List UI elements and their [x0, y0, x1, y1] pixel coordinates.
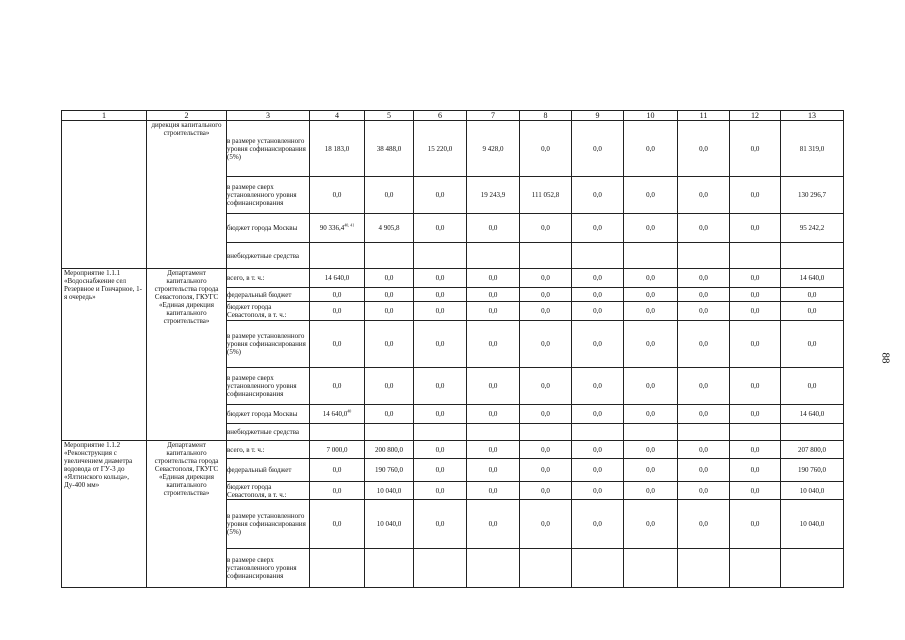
value-cell — [310, 405, 365, 424]
value-cell: 0,0 — [572, 321, 624, 368]
funding-source-cell: внебюджетные средства — [227, 424, 310, 441]
value-cell: 18 183,0 — [310, 121, 365, 177]
value-cell: 0,0 — [520, 321, 572, 368]
value-cell: 0,0 — [520, 405, 572, 424]
value-cell: 0,0 — [572, 121, 624, 177]
value-cell — [730, 549, 781, 588]
value-cell: 0,0 — [467, 302, 520, 321]
measure-cell — [62, 121, 147, 269]
value-cell: 0,0 — [781, 288, 844, 302]
value-cell — [467, 243, 520, 269]
value-cell: 0,0 — [678, 121, 730, 177]
value-cell — [572, 549, 624, 588]
value-cell: 0,0 — [467, 459, 520, 482]
value-cell: 0,0 — [730, 177, 781, 214]
value-cell — [310, 243, 365, 269]
funding-source-cell: всего, в т. ч.: — [227, 269, 310, 288]
value-cell — [365, 243, 414, 269]
column-header: 2 — [147, 111, 227, 121]
value-cell: 0,0 — [365, 368, 414, 405]
value-cell: 0,0 — [624, 368, 678, 405]
column-header: 5 — [365, 111, 414, 121]
value-cell: 15 220,0 — [414, 121, 467, 177]
value-cell: 0,0 — [678, 482, 730, 500]
value-cell: 0,0 — [572, 214, 624, 243]
value-cell: 0,0 — [310, 177, 365, 214]
value-cell — [624, 243, 678, 269]
value-cell: 0,0 — [520, 121, 572, 177]
value-cell — [414, 424, 467, 441]
value-cell: 0,0 — [572, 482, 624, 500]
value-cell — [467, 424, 520, 441]
executor-cell: Департамент капитального строительства города Севастополя, ГКУГС «Единая дирекция капитального строительства» — [147, 269, 227, 441]
value-cell: 0,0 — [520, 500, 572, 549]
value-cell: 0,0 — [730, 441, 781, 459]
value-cell: 0,0 — [414, 459, 467, 482]
value-cell: 0,0 — [624, 405, 678, 424]
value-cell: 0,0 — [678, 302, 730, 321]
header-row — [62, 111, 844, 121]
value-cell: 38 488,0 — [365, 121, 414, 177]
column-header: 3 — [227, 111, 310, 121]
funding-source-cell: федеральный бюджет — [227, 288, 310, 302]
column-header: 12 — [730, 111, 781, 121]
value-cell: 207 800,0 — [781, 441, 844, 459]
value-cell: 14 640,0 — [781, 405, 844, 424]
funding-source-cell: внебюджетные средства — [227, 243, 310, 269]
table-row — [62, 269, 844, 288]
value-cell: 0,0 — [310, 368, 365, 405]
value-cell: 0,0 — [730, 302, 781, 321]
value-cell: 14 640,0 — [781, 269, 844, 288]
value-cell: 0,0 — [310, 321, 365, 368]
value-cell: 0,0 — [520, 459, 572, 482]
value-cell — [572, 424, 624, 441]
value-cell — [624, 424, 678, 441]
value-cell — [730, 424, 781, 441]
value-cell: 0,0 — [572, 288, 624, 302]
value-cell: 10 040,0 — [781, 482, 844, 500]
value-cell: 0,0 — [467, 405, 520, 424]
value-cell: 0,0 — [624, 321, 678, 368]
value-cell — [678, 424, 730, 441]
value-cell: 0,0 — [730, 121, 781, 177]
column-header: 9 — [572, 111, 624, 121]
executor-cell: дирекция капитального строительства» — [147, 121, 227, 269]
value-cell: 0,0 — [624, 302, 678, 321]
value-cell: 0,0 — [520, 441, 572, 459]
budget-table — [61, 110, 844, 588]
value-cell: 0,0 — [678, 368, 730, 405]
value-cell: 0,0 — [310, 288, 365, 302]
value-cell: 0,0 — [414, 269, 467, 288]
funding-source-cell: бюджет города Севастополя, в т. ч.: — [227, 302, 310, 321]
value-cell: 0,0 — [730, 321, 781, 368]
executor-cell: Департамент капитального строительства города Севастополя, ГКУГС «Единая дирекция капитального строительства» — [147, 441, 227, 588]
page-number: 88 — [879, 352, 892, 364]
measure-cell: Мероприятие 1.1.1 «Водоснабжение сел Резервное и Гончарное, 1-я очередь» — [62, 269, 147, 441]
value-cell: 0,0 — [678, 500, 730, 549]
value-cell: 0,0 — [678, 288, 730, 302]
value-cell — [781, 424, 844, 441]
value-cell: 190 760,0 — [365, 459, 414, 482]
column-header: 1 — [62, 111, 147, 121]
value-cell — [781, 243, 844, 269]
value-cell: 111 052,8 — [520, 177, 572, 214]
value-cell: 0,0 — [730, 482, 781, 500]
value-cell: 0,0 — [624, 269, 678, 288]
value-cell: 0,0 — [572, 500, 624, 549]
value-cell: 0,0 — [624, 121, 678, 177]
value-cell: 0,0 — [624, 459, 678, 482]
value-cell — [365, 424, 414, 441]
value-cell: 0,0 — [467, 214, 520, 243]
column-header: 7 — [467, 111, 520, 121]
value-cell: 0,0 — [678, 269, 730, 288]
value-cell: 0,0 — [781, 321, 844, 368]
value-cell: 0,0 — [520, 214, 572, 243]
value-cell: 0,0 — [678, 405, 730, 424]
value-cell: 0,0 — [520, 302, 572, 321]
value-cell: 0,0 — [730, 368, 781, 405]
value-cell — [414, 243, 467, 269]
value-cell: 190 760,0 — [781, 459, 844, 482]
value-cell: 95 242,2 — [781, 214, 844, 243]
value-cell: 0,0 — [781, 302, 844, 321]
value-cell: 0,0 — [678, 441, 730, 459]
value-cell — [310, 549, 365, 588]
value-cell: 0,0 — [467, 500, 520, 549]
value-text: 14 640,0 — [322, 410, 348, 418]
value-cell: 0,0 — [467, 482, 520, 500]
value-cell — [467, 549, 520, 588]
value-cell — [310, 214, 365, 243]
value-cell: 0,0 — [572, 405, 624, 424]
funding-source-cell: бюджет города Москвы — [227, 405, 310, 424]
column-header: 13 — [781, 111, 844, 121]
value-cell: 0,0 — [730, 405, 781, 424]
value-cell: 10 040,0 — [365, 500, 414, 549]
funding-source-cell: в размере сверх установленного уровня софинансирования — [227, 549, 310, 588]
column-header: 6 — [414, 111, 467, 121]
value-cell — [678, 549, 730, 588]
value-cell: 0,0 — [414, 500, 467, 549]
value-cell: 14 640,0 — [310, 269, 365, 288]
value-cell: 0,0 — [624, 288, 678, 302]
value-cell: 0,0 — [678, 214, 730, 243]
value-cell: 0,0 — [572, 368, 624, 405]
value-cell: 0,0 — [467, 321, 520, 368]
value-cell: 0,0 — [520, 288, 572, 302]
funding-source-cell: бюджет города Севастополя, в т. ч.: — [227, 482, 310, 500]
value-cell: 0,0 — [414, 482, 467, 500]
value-text: 90 336,4 — [319, 224, 345, 232]
value-cell — [520, 424, 572, 441]
value-cell: 4 905,8 — [365, 214, 414, 243]
value-cell: 10 040,0 — [365, 482, 414, 500]
footnote-ref: 40 — [347, 408, 352, 414]
funding-source-cell: в размере установленного уровня софинансирования (5%) — [227, 321, 310, 368]
value-cell: 0,0 — [414, 321, 467, 368]
value-cell: 0,0 — [572, 269, 624, 288]
value-cell: 0,0 — [572, 302, 624, 321]
value-cell — [572, 243, 624, 269]
measure-cell: Мероприятие 1.1.2 «Реконструкция с увеличением диаметра водовода от ГУ-3 до «Ялтинского кольца», Ду-400 мм» — [62, 441, 147, 588]
value-cell: 0,0 — [414, 441, 467, 459]
value-cell: 0,0 — [624, 482, 678, 500]
value-cell: 0,0 — [310, 459, 365, 482]
funding-source-cell: в размере сверх установленного уровня софинансирования — [227, 177, 310, 214]
value-cell: 130 296,7 — [781, 177, 844, 214]
value-cell: 0,0 — [365, 302, 414, 321]
value-cell: 0,0 — [624, 177, 678, 214]
value-cell: 0,0 — [730, 500, 781, 549]
funding-source-cell: всего, в т. ч.: — [227, 441, 310, 459]
value-cell: 0,0 — [520, 368, 572, 405]
value-cell: 19 243,9 — [467, 177, 520, 214]
value-cell: 0,0 — [572, 177, 624, 214]
value-cell: 0,0 — [520, 482, 572, 500]
funding-source-cell: федеральный бюджет — [227, 459, 310, 482]
value-cell: 0,0 — [365, 177, 414, 214]
value-cell: 9 428,0 — [467, 121, 520, 177]
column-header: 11 — [678, 111, 730, 121]
column-header: 10 — [624, 111, 678, 121]
value-cell: 0,0 — [678, 177, 730, 214]
value-cell: 0,0 — [730, 288, 781, 302]
value-cell: 7 000,0 — [310, 441, 365, 459]
value-cell: 0,0 — [414, 288, 467, 302]
value-cell — [365, 549, 414, 588]
column-header: 8 — [520, 111, 572, 121]
funding-source-cell: бюджет города Москвы — [227, 214, 310, 243]
value-cell: 0,0 — [310, 302, 365, 321]
funding-source-cell: в размере сверх установленного уровня софинансирования — [227, 368, 310, 405]
value-cell: 0,0 — [624, 214, 678, 243]
value-cell: 0,0 — [310, 482, 365, 500]
funding-source-cell: в размере установленного уровня софинансирования (5%) — [227, 500, 310, 549]
value-cell — [678, 243, 730, 269]
value-cell: 0,0 — [467, 368, 520, 405]
value-cell — [520, 549, 572, 588]
value-cell — [310, 424, 365, 441]
value-cell: 0,0 — [414, 177, 467, 214]
value-cell: 0,0 — [678, 459, 730, 482]
value-cell: 0,0 — [730, 459, 781, 482]
value-cell: 0,0 — [365, 405, 414, 424]
footnote-ref: 40, 41 — [344, 222, 355, 228]
column-header: 4 — [310, 111, 365, 121]
funding-source-cell: в размере установленного уровня софинансирования (5%) — [227, 121, 310, 177]
value-cell: 0,0 — [467, 288, 520, 302]
value-cell — [520, 243, 572, 269]
value-cell: 81 319,0 — [781, 121, 844, 177]
value-cell: 0,0 — [781, 368, 844, 405]
value-cell — [781, 549, 844, 588]
value-cell: 0,0 — [730, 269, 781, 288]
value-cell: 0,0 — [624, 441, 678, 459]
value-cell: 0,0 — [414, 405, 467, 424]
value-cell: 0,0 — [414, 214, 467, 243]
value-cell: 0,0 — [572, 441, 624, 459]
value-cell: 0,0 — [365, 288, 414, 302]
table-row — [62, 121, 844, 177]
value-cell — [414, 549, 467, 588]
value-cell: 0,0 — [414, 368, 467, 405]
value-cell: 0,0 — [365, 321, 414, 368]
value-cell: 0,0 — [624, 500, 678, 549]
value-cell — [730, 243, 781, 269]
value-cell: 0,0 — [365, 269, 414, 288]
value-cell: 0,0 — [520, 269, 572, 288]
value-cell — [624, 549, 678, 588]
value-cell: 0,0 — [467, 441, 520, 459]
value-cell: 0,0 — [467, 269, 520, 288]
value-cell: 0,0 — [310, 500, 365, 549]
value-cell: 0,0 — [730, 214, 781, 243]
value-cell: 200 800,0 — [365, 441, 414, 459]
value-cell: 0,0 — [678, 321, 730, 368]
value-cell: 0,0 — [572, 459, 624, 482]
table-row — [62, 441, 844, 459]
value-cell: 10 040,0 — [781, 500, 844, 549]
value-cell: 0,0 — [414, 302, 467, 321]
